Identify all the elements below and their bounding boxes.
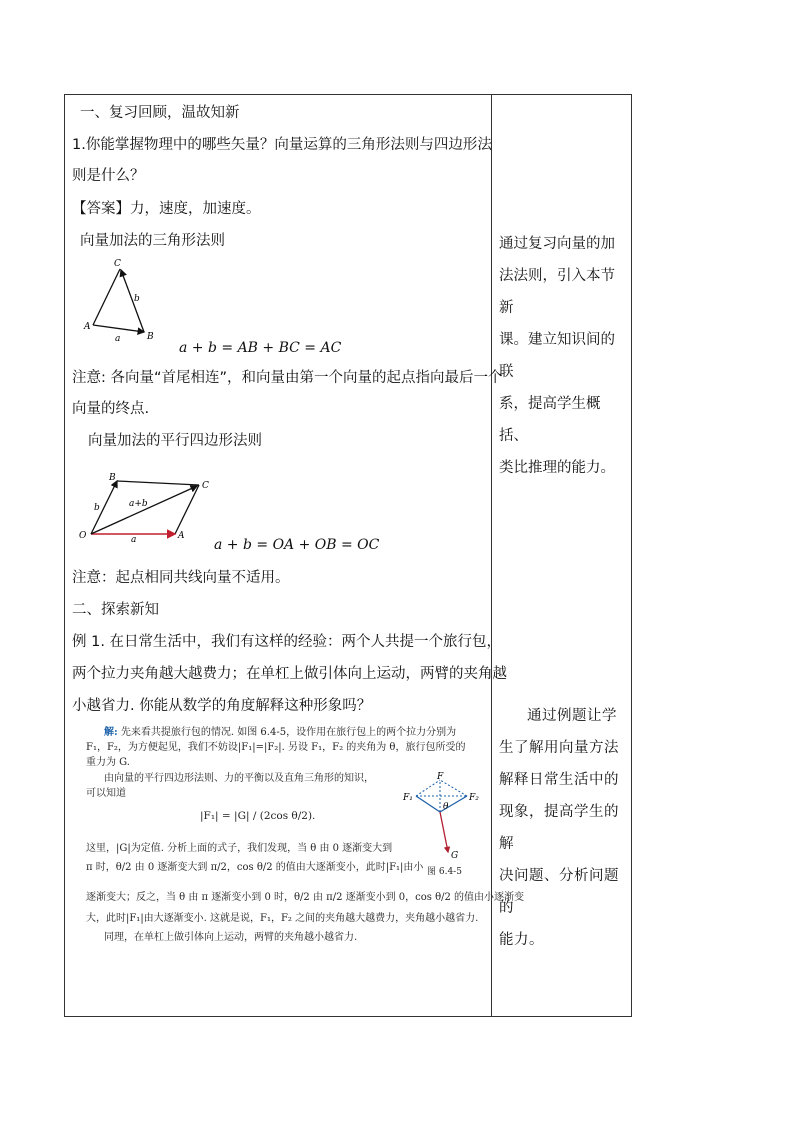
label-a-vector: a	[115, 334, 121, 344]
purpose2-line: 能力。	[499, 932, 544, 948]
label-c: C	[114, 259, 121, 269]
pg-label-a-vector: a	[131, 535, 137, 545]
sidebar-purpose2	[499, 700, 629, 956]
edge-bc-line	[117, 481, 199, 485]
note1-line1: 注意: 各向量“首尾相连”，和向量由第一个向量的起点指向最后一个	[72, 370, 503, 386]
parallelogram-rule-title: 向量加法的平行四边形法则	[88, 433, 262, 449]
vector-oc-line	[91, 486, 197, 534]
force-label-theta: θ	[443, 802, 449, 812]
purpose2-line: 决问题、分析问题的	[499, 868, 619, 916]
vector-a-line	[93, 325, 144, 332]
table-column-divider	[491, 94, 492, 1017]
label-b-vector: b	[134, 294, 140, 304]
solution-formula: |F₁| = |G| / (2cos θ/2).	[200, 810, 316, 822]
question-line2: 则是什么？	[72, 168, 145, 184]
label-b-point: B	[147, 332, 154, 342]
figure-caption: 图 6.4-5	[427, 867, 462, 877]
force-g-line	[440, 812, 448, 852]
example-line1: 例 1. 在日常生活中，我们有这样的经验：两个人共提一个旅行包，	[72, 634, 502, 650]
force-dash-left	[416, 780, 440, 796]
pg-label-ab-vector: a+b	[129, 499, 148, 509]
section2-heading: 二、探索新知	[72, 602, 159, 618]
solution-label: 解:	[104, 727, 118, 738]
pg-label-o-point: O	[79, 531, 87, 541]
purpose2-line: 解释日常生活中的	[499, 772, 619, 788]
solution-line5: 可以知道	[86, 788, 126, 799]
triangle-equation: a + b = AB + BC = AC	[179, 340, 342, 356]
solution-line3: 重力为 G.	[86, 757, 130, 768]
purpose2-line: 现象，提高学生的解	[499, 804, 619, 852]
example-line2: 两个拉力夹角越大越费力；在单杠上做引体向上运动，两臂的夹角越	[72, 666, 507, 682]
solution-line1: 先来看共提旅行包的情况. 如图 6.4-5，设作用在旅行包上的两个拉力分别为	[120, 727, 457, 738]
example-line3: 小越省力. 你能从数学的角度解释这种形象吗？	[72, 698, 372, 714]
purpose2-line: 生了解用向量方法	[499, 740, 619, 756]
pg-label-a-point: A	[178, 531, 185, 541]
purpose1-line: 通过复习向量的加	[499, 236, 615, 252]
vector-b-line	[121, 270, 144, 332]
question-line1: 1.你能掌握物理中的哪些矢量？向量运算的三角形法则与四边形法	[72, 137, 492, 153]
triangle-rule-title: 向量加法的三角形法则	[80, 233, 225, 249]
pg-label-b-point: B	[109, 473, 116, 483]
force-label-g: G	[451, 851, 459, 860]
section1-heading: 一、复习回顾，温故知新	[80, 105, 240, 121]
purpose1-line: 法法则，引入本节新	[499, 268, 615, 316]
parallelogram-equation: a + b = OA + OB = OC	[214, 537, 380, 553]
solution-line9: 大，此时|F₁|由大逐渐变小. 这就是说，F₁，F₂ 之间的夹角越大越费力，夹角越小越省力.	[86, 913, 479, 924]
pg-label-b-vector: b	[94, 503, 100, 513]
vector-ac-line	[93, 269, 120, 325]
force-label-f2: F₂	[469, 793, 479, 803]
force-diagram	[400, 772, 480, 860]
purpose1-line: 系，提高学生概括、	[499, 396, 601, 444]
sidebar-purpose1	[499, 228, 629, 484]
force-dash-right	[440, 780, 467, 796]
parallelogram-diagram	[76, 470, 216, 545]
solution-line6: 这里，|G|为定值. 分析上面的式子，我们发现，当 θ 由 0 逐渐变大到	[86, 843, 393, 854]
solution-line4: 由向量的平行四边形法则、力的平衡以及直角三角形的知识，	[104, 773, 374, 784]
solution-line8: 逐渐变大；反之，当 θ 由 π 逐渐变小到 0 时，θ/2 由 π/2 逐渐变小到 0，cos θ/2 的值由小逐渐变	[86, 892, 525, 903]
force-f1-line	[416, 796, 440, 812]
solution-line10: 同理，在单杠上做引体向上运动，两臂的夹角越小越省力.	[104, 932, 358, 943]
force-label-f: F	[437, 772, 444, 782]
note2-text: 注意：起点相同共线向量不适用。	[72, 570, 290, 586]
purpose1-line: 类比推理的能力。	[499, 460, 615, 476]
note1-line2: 向量的终点.	[72, 401, 150, 417]
label-a-point: A	[84, 322, 91, 332]
solution-line7: π 时，θ/2 由 0 逐渐变大到 π/2，cos θ/2 的值由大逐渐变小，此时|F₁|由小	[86, 862, 424, 873]
answer-text: 【答案】力，速度，加速度。	[72, 201, 261, 217]
purpose2-line: 通过例题让学	[527, 708, 617, 724]
triangle-diagram	[80, 255, 160, 345]
pg-label-c-point: C	[202, 481, 209, 491]
force-label-f1: F₁	[403, 793, 413, 803]
solution-line2: F₁，F₂，为方便起见，我们不妨设|F₁|=|F₂|. 另设 F₁，F₂ 的夹角为 θ，旅行包所受的	[86, 742, 466, 753]
purpose1-line: 课。建立知识间的联	[499, 332, 615, 380]
edge-ca-line	[175, 485, 199, 534]
